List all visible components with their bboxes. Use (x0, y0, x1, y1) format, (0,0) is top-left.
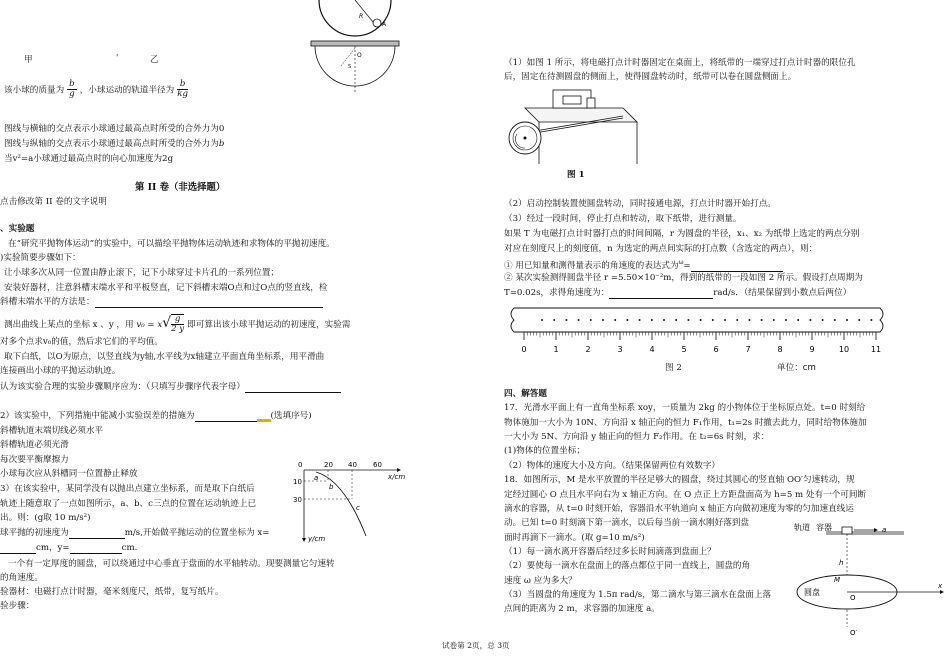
q18-line2: 定经过圆心 O 点且水平向右为 x 轴正方向。在 O 点正上方距盘面高为 h=5 m 处有一个可间断 (504, 490, 867, 500)
q2-title (0, 411, 312, 422)
measurement-line2 (504, 288, 851, 299)
tape-dot (858, 319, 860, 321)
fig-label-r: R (359, 13, 364, 20)
option-b-line (4, 80, 191, 100)
page-footer: 试卷第 2页，总 3页 (442, 641, 510, 650)
tape-dot (846, 319, 848, 321)
q18-part1: （1）每一滴水离开容器后经过多长时间滴落到盘面上？ (504, 547, 716, 557)
step1-line2: 后，固定在待测圆盘的侧面上，使得圆盘转动时，纸带可以卷在圆盘侧面上。 (504, 72, 797, 82)
option-b-prefix: 该小球的质量为 (4, 85, 65, 96)
fraction-b-over-g (67, 80, 77, 100)
disk-intro-line2: 的角速度。 (0, 573, 43, 583)
step3: （3）经过一段时间，停止打点和转动，取下纸带，进行测量。 (504, 214, 742, 224)
sqrt-numerator: g (171, 315, 184, 325)
q3-line1: 3）在该实验中，某同学没有以抛出点建立坐标系，而是取下白纸后 (0, 484, 255, 494)
omega-equals: = (683, 260, 691, 271)
fig-label-a: A (382, 21, 387, 28)
angular-velocity-unit: rad/s．（结果保留到小数点后两位） (713, 288, 852, 298)
fraction-denominator: g (69, 89, 75, 100)
section2-title: 第 II 卷（非选择题） (135, 182, 226, 193)
q17-line1: 17．光滑水平面上有一直角坐标系 xoy，一质量为 2kg 的小物体位于坐标原点处。t=0 时刻给 (504, 403, 866, 413)
fig-label-jia: 甲 (24, 55, 33, 65)
label-x: x (938, 582, 943, 590)
option-b-mid: ，小球运动的轨道半径为 (79, 85, 175, 96)
q17-part1: (1)物体的位置坐标； (504, 446, 585, 456)
ruler-tick-label: 4 (649, 345, 655, 354)
step-c-post: 即可算出该小球平抛运动的初速度，实验需 (187, 319, 351, 330)
tape-dot (785, 319, 787, 321)
ruler-tick-label: 11 (870, 345, 882, 354)
circular-track-figure (305, 0, 405, 92)
angular-velocity-text: T=0.02s，求得角速度为： (504, 288, 610, 298)
sqrt-radical-icon: √ (162, 314, 172, 331)
tape-dot (675, 319, 677, 321)
section4-title: 四、解答题 (504, 389, 547, 399)
step1-line1: （1）如图 1 所示，将电磁打点计时器固定在桌面上，将纸带的一端穿过打点计时器的限位孔 (504, 58, 856, 68)
ruler-tick-label: 6 (713, 345, 719, 354)
ruler-tick-label: 7 (745, 345, 751, 354)
tape-dot (712, 319, 714, 321)
fraction-numerator: b (69, 79, 75, 89)
q2-answer-highlight (257, 419, 271, 422)
label-track: 轨道 (794, 523, 810, 532)
tape-dot (870, 319, 872, 321)
q18-line1: 18．如图所示，M 是水平放置的半径足够大的圆盘，绕过其圆心的竖直轴 OO′匀速转动，规 (504, 475, 855, 485)
disk-equipment: 验器材：电磁打点计时器，毫米刻度尺，纸带，复写纸片。 (0, 587, 224, 597)
omega-expression-text: ① 用已知量和测得量表示的角速度的表达式为 (504, 260, 679, 271)
step-b-line2 (0, 297, 323, 308)
q18-line3: 滴水的容器，从 t=0 时刻开始，容器沿水平轨道向 x 轴正方向做初速度为零的匀加速直线运 (504, 504, 854, 514)
step-d-line2: 连接画出小球的平抛运动轨迹。 (0, 366, 121, 376)
figure1-caption: 图 1 (567, 170, 585, 180)
q3-line5 (0, 543, 137, 554)
tape-dot (614, 319, 616, 321)
option-c: 图线与横轴的交点表示小球通过最高点时所受的合外力为0 (4, 124, 225, 134)
omega-symbol: ω (678, 259, 684, 266)
step-a: 让小球多次从同一位置由静止滚下，记下小球穿过卡片孔的一系列位置； (4, 268, 280, 278)
step-c-line1 (4, 314, 350, 335)
q2-answer-blank[interactable] (195, 412, 257, 422)
point-label-b: b (329, 483, 334, 491)
tape-dot (541, 319, 543, 321)
x-tick-label: 0 (298, 461, 303, 469)
step-c-line2: 对多个点求v₀的值，然后求它们的平均值。 (0, 337, 163, 347)
step-b-answer-blank[interactable] (95, 298, 323, 308)
ruler-tick-label: 5 (681, 345, 687, 354)
ruler-tick-label: 0 (521, 345, 527, 354)
label-disk: 圆盘 (804, 588, 820, 597)
disk-steps-title: 验步骤： (0, 601, 35, 611)
label-o: O (850, 594, 856, 602)
step-b-text: 斜槽末端水平的方法是： (0, 297, 95, 307)
tape-dot (565, 319, 567, 321)
definitions-line1: 如果 T 为电磁打点计时器打点的时间间隔，r 为圆盘的半径，x₁、x₂ 为纸带上选定的两点分别 (504, 229, 860, 239)
sqrt-denominator: 2 y (171, 324, 185, 335)
ruler-tick-label: 3 (617, 345, 623, 354)
tape-dot (602, 319, 604, 321)
omega-expression-line (504, 259, 783, 272)
step-b-line1: 安装好器材，注意斜槽末端水平和平板竖直，记下斜槽末端O点和过O点的竖直线，检 (4, 283, 328, 293)
section3-title: 、实验题 (0, 224, 35, 234)
tape-dot (626, 319, 628, 321)
label-m: M (834, 576, 841, 584)
q3-x-text: m/s,开始做平抛运动的位置坐标为 x= (124, 528, 270, 538)
tape-dot (809, 319, 811, 321)
tape-dot (578, 319, 580, 321)
q18-part3-line2: 点间的距离为 2 m，求容器的加速度 a。 (504, 604, 660, 614)
q18-part3-line1: （3）当圆盘的角速度为 1.5π rad/s，第二滴水与第三滴水在盘面上落 (504, 590, 772, 600)
x-tick-label: 40 (348, 461, 357, 469)
sqrt-fraction (171, 314, 184, 335)
step-d-line1: 取下白纸，以O为原点，以竖直线为y轴,水平线为x轴建立平面直角坐标系，用平滑曲 (4, 352, 325, 362)
q3-y-text: cm，y= (36, 543, 70, 553)
x-axis-label: x/cm (388, 473, 406, 481)
q2-option-a: 斜槽轨道末端切线必须水平 (0, 426, 104, 436)
tape-dot (590, 319, 592, 321)
tape-dot (651, 319, 653, 321)
tape-dot (663, 319, 665, 321)
y-axis-label: y/cm (308, 535, 326, 543)
label-o-prime: O′ (850, 629, 858, 637)
tape-dot (773, 319, 775, 321)
ruler-figure (508, 306, 888, 356)
order-question-text: 认为该实验合理的实验步骤顺序应为：（只填写步骤序代表字母） (0, 382, 245, 392)
option-d-line2: 当v²=a小球通过最高点时的向心加速度为2g (4, 154, 174, 164)
fraction-numerator: b (177, 80, 188, 90)
option-d-text: 图线与纵轴的交点表示小球通过最高点时所受的合外力为 (4, 139, 219, 149)
q18-part2-line2: 速度 ω 应为多大？ (504, 576, 577, 586)
step-c-text: 测出曲线上某点的坐标 x 、y ，用 (4, 319, 134, 330)
q3-line4 (0, 528, 269, 539)
point-label-c: c (356, 504, 360, 512)
tape-dot (822, 319, 824, 321)
q2-option-d: 小球每次应从斜槽同一位置静止释放 (0, 469, 138, 479)
ruler-tick-label: 10 (838, 345, 850, 354)
step2: （2）启动控制装置使圆盘转动，同时接通电源，打点计时器开始打点。 (504, 199, 776, 209)
q3-line2: 轨迹上随意取了一点如图所示，a、b、c三点的位置在运动轨迹上已 (0, 499, 257, 509)
fig-label-o: O (357, 52, 362, 59)
tape-dot (797, 319, 799, 321)
unit-label: 单位：cm (777, 363, 816, 373)
fig-label-tick: ' (116, 53, 119, 63)
definitions-line2: 对应在刻度尺上的刻度值，n 为选定的两点间实际的打点数（含选定的两点），则： (504, 244, 818, 254)
q3-unit: cm. (121, 543, 138, 553)
tape-dot (700, 319, 702, 321)
q17-part2: （2）物体的速度大小及方向。（结果保留两位有效数字） (504, 461, 721, 471)
order-question (0, 382, 341, 393)
x-tick-label: 60 (373, 461, 382, 469)
tape-dot (834, 319, 836, 321)
disk-intro-line1: 一个有一定厚度的圆盘，可以绕通过中心垂直于盘面的水平轴转动。现要测量它匀速转 (8, 559, 335, 569)
section2-note: 点击修改第 II 卷的文字说明 (0, 197, 107, 207)
tape-dot (761, 319, 763, 321)
q2-option-b: 斜槽轨道必须光滑 (0, 440, 69, 450)
q18-part2-line1: （2）要使每一滴水在盘面上的落点都位于同一直线上，圆盘的角 (504, 561, 751, 571)
option-d-var: b (218, 139, 225, 149)
question-intro: 在“研究平抛物体运动”的实验中，可以描绘平抛物体运动轨迹和求物体的平抛初速度。 (8, 239, 335, 249)
figure2-caption: 图 2 (665, 363, 682, 373)
tape-dot (748, 319, 750, 321)
label-container: 容器 (816, 523, 832, 532)
q17-line3: 一大小为 5N、方向沿 y 轴正向的恒力 F₂作用。在 t₂=6s 时刻，求： (504, 432, 770, 442)
steps-title: )实验简要步骤如下： (0, 253, 81, 263)
trajectory-graph (292, 458, 406, 544)
ruler-tick-label: 2 (585, 345, 591, 354)
ruler-tick-label: 1 (553, 345, 559, 354)
q2-suffix: (选填序号) (270, 411, 312, 421)
v0-formula: v₀ = x (136, 319, 163, 330)
omega-expression-blank[interactable] (691, 262, 783, 272)
point-label-a: a (314, 474, 319, 482)
ruler-tick-label: 9 (809, 345, 815, 354)
q2-option-c: 每次要平衡摩擦力 (0, 455, 69, 465)
order-answer-blank[interactable] (245, 383, 341, 393)
timer-apparatus-figure (505, 86, 645, 168)
tape-dot (687, 319, 689, 321)
fraction-b-over-kg (177, 80, 188, 100)
q3-y-blank[interactable] (70, 544, 122, 554)
tape-dot (553, 319, 555, 321)
q3-line3: 出。则：(g取 10 m/s²) (0, 513, 91, 523)
tape-dot (736, 319, 738, 321)
x-tick-label: 20 (324, 461, 333, 469)
tape-dot (724, 319, 726, 321)
option-d-line1 (4, 139, 224, 150)
fig-label-s: S (348, 64, 352, 70)
y-tick-label: 30 (293, 496, 302, 504)
q3-v0-blank[interactable] (69, 529, 125, 539)
fraction-denominator: kg (177, 89, 188, 100)
tape-dot (639, 319, 641, 321)
label-a: a (882, 526, 887, 534)
label-h: h (839, 559, 844, 567)
measurement-line1: ② 某次实验测得圆盘半径 r =5.50×10⁻²m，得到的纸带的一段如图 2 所示。假设打点周期为 (504, 273, 863, 283)
angular-velocity-blank[interactable] (609, 289, 713, 299)
q3-v0-text: 球平抛的初速度为 (0, 528, 69, 538)
ruler-tick-label: 8 (777, 345, 783, 354)
q2-text: 2）该实验中，下列措施中能减小实验误差的措施为 (0, 411, 195, 421)
q18-line5: 面时再滴下一滴水。(取 g=10 m/s²) (504, 533, 645, 543)
q17-line2: 物体施加一大小为 10N、方向沿 x 轴正向的恒力 F₁作用，t₁=2s 时撤去此力，同时给物体施加 (504, 418, 867, 428)
y-tick-label: 10 (293, 478, 302, 486)
fig-label-yi: 乙 (150, 55, 159, 65)
q3-x-blank[interactable] (0, 544, 36, 554)
q18-line4: 动。已知 t=0 时刻滴下第一滴水，以后每当前一滴水刚好落到盘 (504, 518, 750, 528)
rotating-disk-figure (790, 515, 950, 639)
